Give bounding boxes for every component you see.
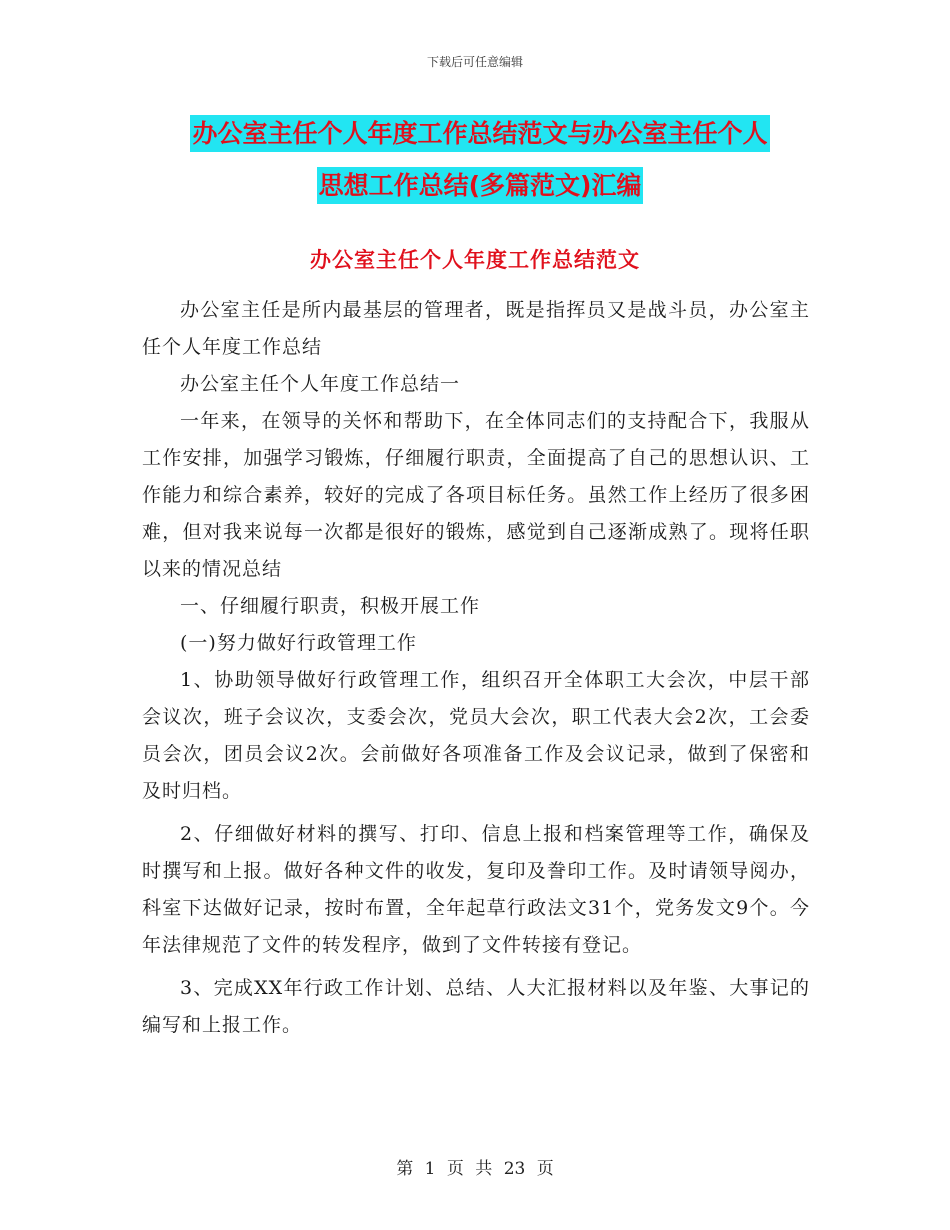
page-footer: 第 1 页 共 23 页 bbox=[396, 1159, 554, 1179]
paragraph: 一年来，在领导的关怀和帮助下，在全体同志们的支持配合下，我服从工作安排，加强学习锻炼，仔细履行职责，全面提高了自己的思想认识、工作能力和综合素养，较好的完成了各项目标任务。虽然工作上经历了很多困难，但对我来说每一次都是很好的锻炼，感觉到自己逐渐成熟了。现将任职以来的情况总结 bbox=[142, 410, 810, 580]
paragraph: 一、仔细履行职责，积极开展工作 bbox=[180, 595, 481, 617]
paragraph: 办公室主任个人年度工作总结一 bbox=[180, 373, 461, 395]
document-title-line1: 办公室主任个人年度工作总结范文与办公室主任个人 bbox=[190, 115, 769, 152]
document-title-line2: 思想工作总结(多篇范文)汇编 bbox=[317, 167, 644, 204]
paragraph: 1、协助领导做好行政管理工作，组织召开全体职工大会次，中层干部会议次，班子会议次，支委会次，党员大会次，职工代表大会2次，工会委员会次，团员会议2次。会前做好各项准备工作及会议记录，做到了保密和及时归档。 bbox=[142, 669, 810, 802]
paragraph: 3、完成XX年行政工作计划、总结、人大汇报材料以及年鉴、大事记的编写和上报工作。 bbox=[142, 977, 810, 1036]
section-title: 办公室主任个人年度工作总结范文 bbox=[310, 248, 640, 272]
paragraph: 2、仔细做好材料的撰写、打印、信息上报和档案管理等工作，确保及时撰写和上报。做好各种文件的收发，复印及誊印工作。及时请领导阅办，科室下达做好记录，按时布置，全年起草行政法文31个，党务发文9个。今年法律规范了文件的转发程序，做到了文件转接有登记。 bbox=[142, 823, 810, 956]
document-body bbox=[142, 292, 810, 1044]
header-note: 下载后可任意编辑 bbox=[426, 55, 523, 69]
paragraph: 办公室主任是所内最基层的管理者，既是指挥员又是战斗员，办公室主任个人年度工作总结 bbox=[142, 299, 810, 358]
paragraph: (一)努力做好行政管理工作 bbox=[180, 632, 417, 654]
document-title bbox=[150, 108, 810, 212]
